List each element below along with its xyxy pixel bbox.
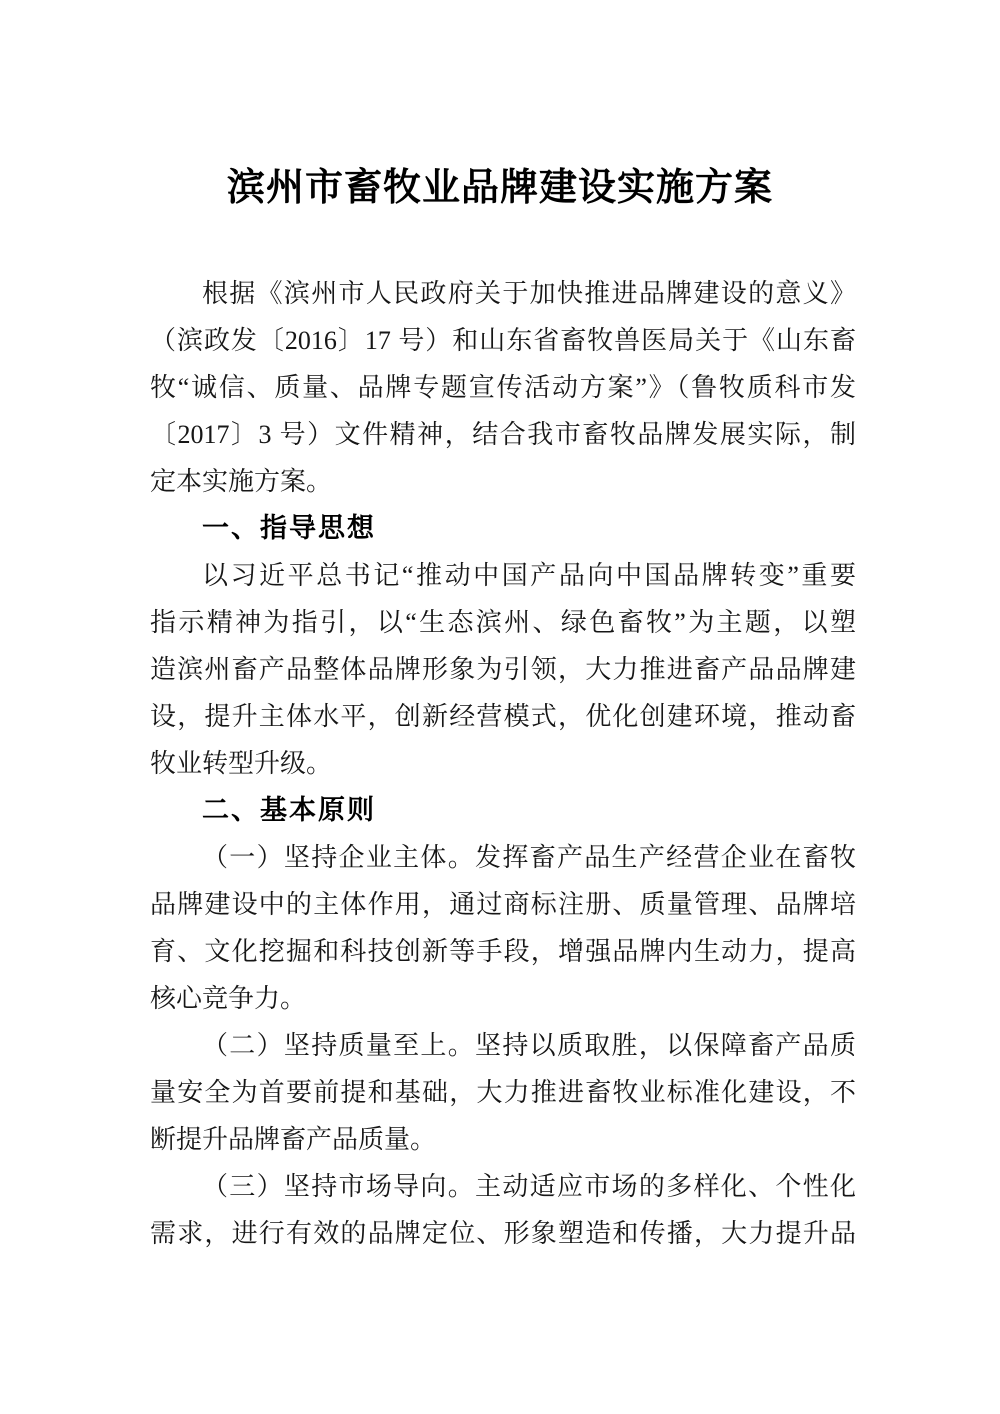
document-line: 造滨州畜产品整体品牌形象为引领，大力推进畜产品品牌建 — [150, 655, 856, 684]
document-line: 断提升品牌畜产品质量。 — [150, 1125, 437, 1154]
document-line: 根据《滨州市人民政府关于加快推进品牌建设的意义》 — [202, 279, 856, 308]
document-line: 以习近平总书记“推动中国产品向中国品牌转变”重要 — [202, 561, 856, 590]
section-heading: 二、基本原则 — [202, 795, 376, 825]
document-line: （三）坚持市场导向。主动适应市场的多样化、个性化 — [202, 1172, 856, 1201]
document-line: 牧“诚信、质量、品牌专题宣传活动方案”》（鲁牧质科市发 — [150, 373, 856, 402]
document-line: 品牌建设中的主体作用，通过商标注册、质量管理、品牌培 — [150, 890, 856, 919]
document-body — [150, 270, 856, 1257]
document-line: 核心竞争力。 — [150, 984, 307, 1013]
document-title: 滨州市畜牧业品牌建设实施方案 — [226, 167, 773, 209]
document-line: 育、文化挖掘和科技创新等手段，增强品牌内生动力，提高 — [150, 937, 856, 966]
document-line: 量安全为首要前提和基础，大力推进畜牧业标准化建设，不 — [150, 1078, 856, 1107]
document-line: 牧业转型升级。 — [150, 749, 333, 778]
document-line: （一）坚持企业主体。发挥畜产品生产经营企业在畜牧 — [202, 843, 856, 872]
document-line: 指示精神为指引，以“生态滨州、绿色畜牧”为主题，以塑 — [150, 608, 856, 637]
document-line: 设，提升主体水平，创新经营模式，优化创建环境，推动畜 — [150, 702, 856, 731]
document-line: 需求，进行有效的品牌定位、形象塑造和传播，大力提升品 — [150, 1219, 856, 1248]
document-line: 〔2017〕3 号）文件精神，结合我市畜牧品牌发展实际，制 — [150, 420, 856, 449]
document-line: （二）坚持质量至上。坚持以质取胜，以保障畜产品质 — [202, 1031, 856, 1060]
document-line: 定本实施方案。 — [150, 467, 333, 496]
document-line: （滨政发〔2016〕17 号）和山东省畜牧兽医局关于《山东畜 — [150, 326, 856, 355]
section-heading: 一、指导思想 — [202, 513, 376, 543]
